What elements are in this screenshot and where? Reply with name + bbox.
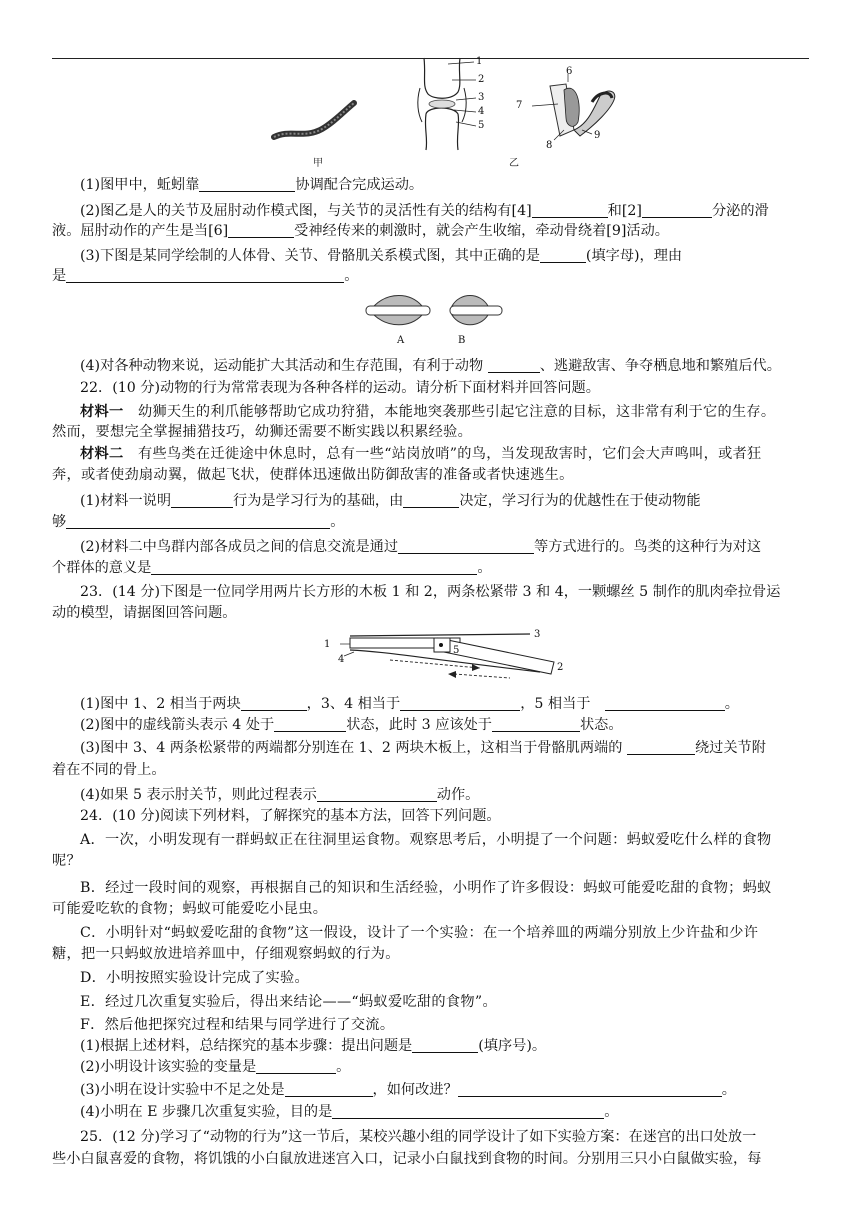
q24-b-line1: B．经过一段时间的观察，再根据自己的知识和生活经验，小明作了许多假设：蚂蚁可能爱吃甜的食物；蚂蚁 <box>80 880 772 896</box>
q23-part3-line2: 着在不同的骨上。 <box>52 762 166 778</box>
knee-label-5: 5 <box>478 120 485 131</box>
q21-part3-line1: (3)下图是某同学绘制的人体骨、关节、骨骼肌关系模式图，其中正确的是 (填字母)，理由 <box>80 248 683 264</box>
q25-title-line2: 些小白鼠喜爱的食物，将饥饿的小白鼠放进迷宫入口，记录小白鼠找到食物的时间。分别用三只小白鼠做实验，每 <box>52 1151 762 1167</box>
q22-material1-line2: 然而，要想完全掌握捕猎技巧，幼狮还需要不断实践以积累经验。 <box>52 424 473 440</box>
q22-part1-line2: 够 。 <box>52 514 345 530</box>
q23-part4: (4)如果 5 表示肘关节，则此过程表示 动作。 <box>80 787 480 803</box>
knee-label-2: 2 <box>478 74 485 85</box>
q23-title-line1: 23．(14 分)下图是一位同学用两片长方形的木板 1 和 2，两条松紧带 3 和 4，一颗螺丝 5 制作的肌肉牵拉骨运 <box>80 584 781 600</box>
figure-yi-knee-joint <box>412 58 492 150</box>
q24-c-line1: C．小明针对“蚂蚁爱吃甜的食物”这一假设，设计了一个实验：在一个培养皿的两端分别放上少许盐和少许 <box>80 925 759 941</box>
q24-a-line1: A．一次，小明发现有一群蚂蚁正在往洞里运食物。观察思考后，小明提了一个问题：蚂蚁爱吃什么样的食物 <box>80 832 772 848</box>
arm-label-9: 9 <box>594 130 601 141</box>
model-label-5: 5 <box>453 645 460 656</box>
q22-title: 22．(10 分)动物的行为常常表现为各种各样的运动。请分析下面材料并回答问题。 <box>80 380 600 396</box>
q24-a-line2: 呢？ <box>52 853 81 869</box>
q22-part2-line2: 个群体的意义是 。 <box>52 560 492 576</box>
q21-part2-line1: (2)图乙是人的关节及屈肘动作模式图，与关节的灵活性有关的结构有[4] 和[2] 分泌的滑 <box>80 203 769 219</box>
q24-part4: (4)小明在 E 步骤几次重复实验，目的是 。 <box>80 1104 619 1120</box>
q22-material2-line1: 材料二 有些鸟类在迁徙途中休息时，总有一些“站岗放哨”的鸟，当发现敌害时，它们会大声鸣叫，或者狂 <box>80 446 762 462</box>
q24-part3: (3)小明在设计实验中不足之处是 ，如何改进？ 。 <box>80 1082 736 1098</box>
arm-label-7: 7 <box>516 100 523 111</box>
q22-material1-line1: 材料一 幼狮天生的利爪能够帮助它成功狩猎，本能地突袭那些引起它注意的目标，这非常有利于它的生存。 <box>80 404 776 420</box>
figure-jia-earthworm <box>270 95 365 150</box>
knee-label-4: 4 <box>478 106 485 117</box>
model-label-3: 3 <box>534 629 541 640</box>
model-label-1: 1 <box>324 639 331 650</box>
q21-part3-line2: 是 。 <box>52 268 359 284</box>
q24-b-line2: 可能爱吃软的食物；蚂蚁可能爱吃小昆虫。 <box>52 901 328 917</box>
figure-label-b: B <box>458 335 466 346</box>
q22-material2-line2: 奔，或者使劲扇动翼，做起飞状，使群体迅速做出防御敌害的准备或者快速逃生。 <box>52 467 574 483</box>
q21-part2-line2: 液。屈肘动作的产生是当[6] 受神经传来的刺激时，就会产生收缩，牵动骨绕着[9]活动。 <box>52 223 669 239</box>
q23-part1: (1)图中 1、2 相当于两块 ，3、4 相当于 ，5 相当于 。 <box>80 696 739 712</box>
arm-label-6: 6 <box>566 66 573 77</box>
q21-part4: (4)对各种动物来说，运动能扩大其活动和生存范围，有利于动物 、逃避敌害、争夺栖息地和繁殖后代。 <box>80 358 781 374</box>
q23-part2: (2)图中的虚线箭头表示 4 处于 状态，此时 3 应该处于 状态。 <box>80 717 623 733</box>
figure-label-yi: 乙 <box>509 158 519 169</box>
q24-part1: (1)根据上述材料，总结探究的基本步骤：提出问题是 (填序号)。 <box>80 1038 547 1054</box>
q24-title: 24．(10 分)阅读下列材料，了解探究的基本方法，回答下列问题。 <box>80 808 501 824</box>
q21-part1: (1)图甲中，蚯蚓靠 协调配合完成运动。 <box>80 177 424 193</box>
q24-part2: (2)小明设计该实验的变量是 。 <box>80 1059 351 1075</box>
figure-label-a: A <box>397 335 405 346</box>
q22-part1-line1: (1)材料一说明 行为是学习行为的基础，由 决定，学习行为的优越性在于使动物能 <box>80 493 701 509</box>
figure-label-jia: 甲 <box>313 158 323 169</box>
figure-q21-bone-muscle-models <box>364 294 504 328</box>
q24-f: F．然后他把探究过程和结果与同学进行了交流。 <box>80 1017 395 1033</box>
q23-title-line2: 动的模型，请据图回答问题。 <box>52 605 237 621</box>
q23-part3-line1: (3)图中 3、4 两条松紧带的两端都分别连在 1、2 两块木板上，这相当于骨骼肌两端的 绕过关节附 <box>80 740 766 756</box>
knee-label-1: 1 <box>476 56 483 67</box>
knee-label-3: 3 <box>478 92 485 103</box>
arm-label-8: 8 <box>546 140 553 151</box>
q24-e: E．经过几次重复实验后，得出来结论——“蚂蚁爱吃甜的食物”。 <box>80 994 497 1010</box>
model-label-2: 2 <box>557 662 564 673</box>
q25-title-line1: 25．(12 分)学习了“动物的行为”这一节后，某校兴趣小组的同学设计了如下实验方案：在迷宫的出口处放一 <box>80 1129 757 1145</box>
q24-c-line2: 糖，把一只蚂蚁放进培养皿中，仔细观察蚂蚁的行为。 <box>52 946 400 962</box>
model-label-4: 4 <box>338 654 345 665</box>
q22-part2-line1: (2)材料二中鸟群内部各成员之间的信息交流是通过 等方式进行的。鸟类的这种行为对这 <box>80 539 762 555</box>
q24-d: D．小明按照实验设计完成了实验。 <box>80 970 309 986</box>
